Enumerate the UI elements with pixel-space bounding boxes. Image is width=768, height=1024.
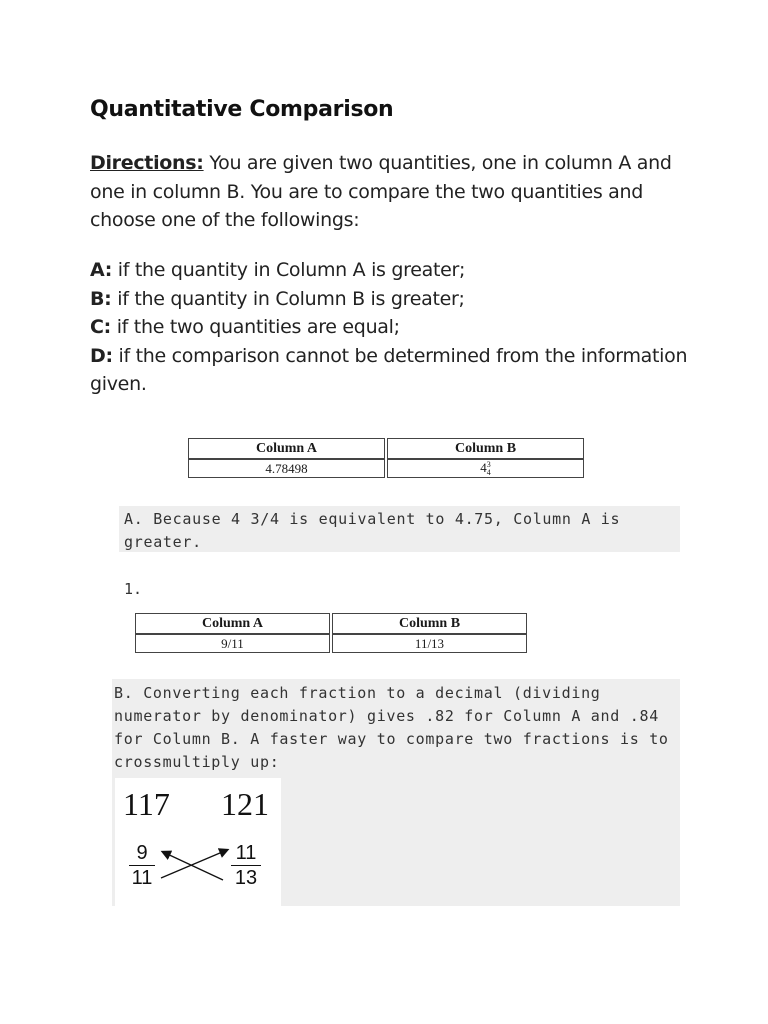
- column-a-header: Column A: [135, 613, 330, 634]
- page-title: Quantitative Comparison: [90, 97, 394, 122]
- question1-answer-text: B. Converting each fraction to a decimal (dividing numerator by denominator) gives .82 for Column A and .84 for Column B. A faster way to compare two fractions is to crossmultiply up:: [114, 684, 669, 771]
- option-d: [90, 342, 690, 399]
- option-key: A:: [90, 259, 113, 281]
- option-text: if the quantity in Column B is greater;: [111, 287, 465, 310]
- option-key: C:: [90, 316, 111, 338]
- fraction-numerator: 11: [235, 842, 257, 864]
- mixed-number-whole: 4: [480, 460, 487, 475]
- option-text: if the quantity in Column A is greater;: [112, 259, 466, 281]
- column-b-header: Column B: [387, 438, 584, 459]
- table-row: [135, 634, 527, 653]
- option-key: D:: [90, 344, 113, 367]
- directions-paragraph: [90, 149, 690, 235]
- table-row: [188, 459, 584, 478]
- fraction-denominator: 13: [234, 867, 258, 889]
- option-c: [90, 313, 690, 342]
- table-header-row: [188, 438, 584, 459]
- right-product: 121: [221, 786, 269, 822]
- cross-multiply-figure: [115, 778, 281, 906]
- arrow-up-right: [161, 850, 227, 878]
- directions-label: Directions:: [90, 152, 204, 174]
- example-answer-box: [119, 506, 680, 552]
- fraction-numerator: 3: [486, 460, 491, 470]
- answer-options: [90, 256, 690, 399]
- fraction-denominator: 4: [486, 468, 491, 478]
- column-a-value: 4.78498: [188, 459, 385, 478]
- option-text: if the two quantities are equal;: [110, 316, 400, 338]
- table-header-row: [135, 613, 527, 634]
- question1-comparison-table: [133, 613, 529, 653]
- fraction-denominator: 11: [131, 867, 153, 889]
- column-b-value: 11/13: [332, 634, 527, 653]
- column-a-header: Column A: [188, 438, 385, 459]
- column-b-value: [387, 459, 584, 478]
- option-a: [90, 256, 690, 285]
- option-b: [90, 285, 690, 314]
- fraction-numerator: 9: [136, 842, 148, 864]
- option-key: B:: [90, 287, 112, 310]
- question-number: 1.: [124, 580, 143, 598]
- example-comparison-table: [186, 438, 586, 478]
- mixed-number-fraction: [487, 461, 491, 477]
- column-a-value: 9/11: [135, 634, 330, 653]
- cross-arrows: [115, 778, 281, 906]
- column-b-header: Column B: [332, 613, 527, 634]
- directions-text: You are given two quantities, one in column A and one in column B. You are to compare the two quantities and choose one of the followings:: [90, 152, 672, 231]
- example-answer-text: A. Because 4 3/4 is equivalent to 4.75, Column A is greater.: [124, 510, 621, 551]
- left-product: 117: [123, 786, 170, 822]
- option-text: if the comparison cannot be determined from the information given.: [90, 344, 688, 395]
